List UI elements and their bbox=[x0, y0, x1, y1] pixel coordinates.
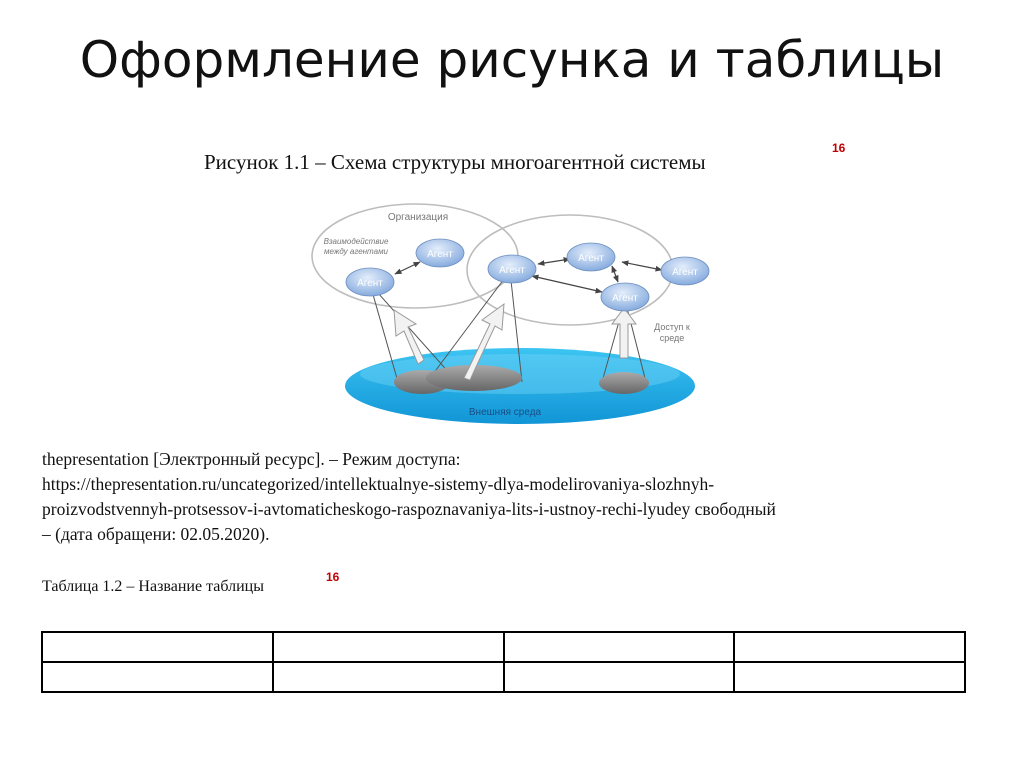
svg-text:Агент: Агент bbox=[672, 267, 698, 278]
table-cell bbox=[734, 632, 965, 662]
table-row bbox=[42, 632, 965, 662]
table-cell bbox=[42, 632, 273, 662]
multiagent-diagram bbox=[300, 196, 715, 436]
slide-title: Оформление рисунка и таблицы bbox=[79, 31, 945, 89]
table-caption-superscript: 16 bbox=[326, 570, 340, 584]
figure-caption: Рисунок 1.1 – Схема структуры многоагентной системы bbox=[204, 150, 706, 174]
svg-text:Агент: Агент bbox=[578, 253, 604, 264]
table-cell bbox=[273, 662, 504, 692]
table-cell bbox=[734, 662, 965, 692]
environment-label: Внешняя среда bbox=[468, 407, 542, 418]
svg-text:Агент: Агент bbox=[612, 293, 638, 304]
source-reference bbox=[42, 447, 977, 547]
agent-node bbox=[346, 268, 394, 296]
svg-text:Агент: Агент bbox=[357, 278, 383, 289]
table-cell bbox=[504, 662, 735, 692]
figure-caption-superscript: 16 bbox=[832, 141, 846, 155]
agent-node bbox=[661, 257, 709, 285]
agent-node bbox=[488, 255, 536, 283]
agent-node bbox=[567, 243, 615, 271]
interaction-label: между агентами bbox=[323, 247, 389, 256]
source-line: thepresentation [Электронный ресурс]. – Режим доступа: bbox=[42, 449, 461, 469]
table-cell bbox=[273, 632, 504, 662]
table-cell bbox=[504, 632, 735, 662]
agent-node bbox=[601, 283, 649, 311]
interaction-label: Взаимодействие bbox=[323, 237, 389, 246]
source-line: proizvodstvennyh-protsessov-i-avtomaticheskogo-raspoznavaniya-lits-i-ustnoy-rechi-lyudey свободный bbox=[42, 499, 776, 519]
svg-text:Агент: Агент bbox=[427, 249, 453, 260]
access-label: Доступ к bbox=[654, 322, 690, 332]
organization-label: Организация bbox=[387, 212, 449, 223]
svg-text:Агент: Агент bbox=[499, 265, 525, 276]
table-cell bbox=[42, 662, 273, 692]
source-line: – (дата обращени: 02.05.2020). bbox=[42, 524, 270, 544]
table-row bbox=[42, 662, 965, 692]
agent-node bbox=[416, 239, 464, 267]
blank-table bbox=[41, 631, 966, 693]
table-caption: Таблица 1.2 – Название таблицы bbox=[42, 578, 264, 595]
access-label: среде bbox=[659, 333, 685, 343]
source-line: https://thepresentation.ru/uncategorized/intellektualnye-sistemy-dlya-modelirovaniya-slozhnyh- bbox=[42, 474, 715, 494]
